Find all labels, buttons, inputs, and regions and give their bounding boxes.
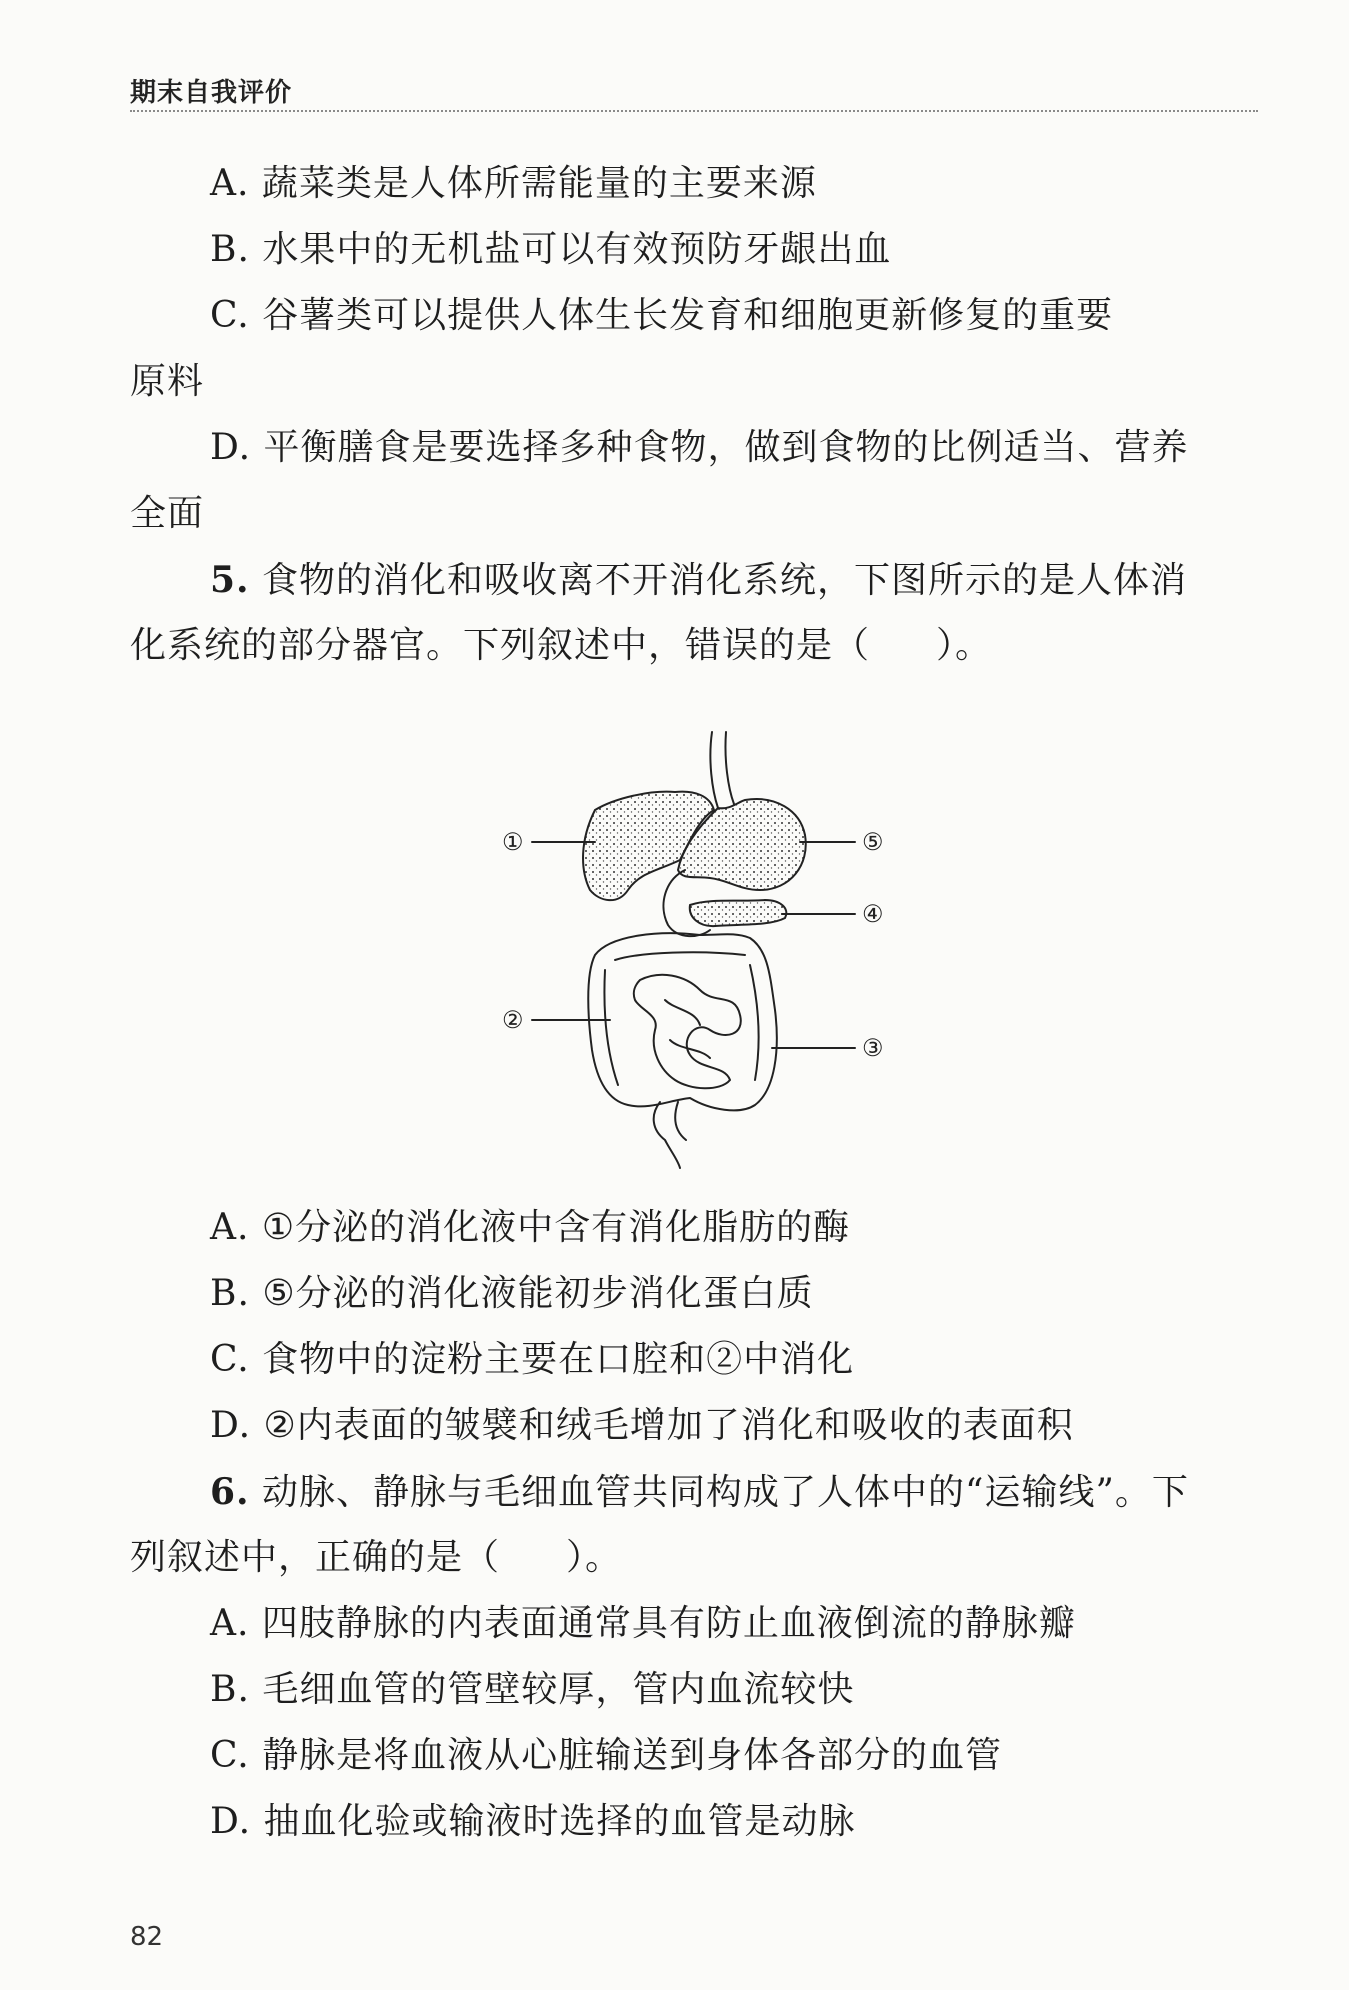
- q5-option-a: A. ①分泌的消化液中含有消化脂肪的酶: [210, 1207, 851, 1248]
- rectum-shape: [654, 1102, 686, 1168]
- page-number: 82: [130, 1922, 164, 1952]
- q4-option-d-line2: 全面: [130, 493, 205, 534]
- q5-stem-text: 食物的消化和吸收离不开消化系统，下图所示的是人体消: [262, 560, 1188, 601]
- q5-stem-line1: [210, 556, 1187, 605]
- q6-stem-line2: [130, 1534, 622, 1582]
- digestive-system-figure: [500, 730, 920, 1170]
- q5-number: 5.: [210, 559, 250, 601]
- q4-option-a: A. 蔬菜类是人体所需能量的主要来源: [210, 163, 817, 204]
- q6-stem-line2-end: ）。: [566, 1537, 623, 1578]
- q4-option-c-line1: C. 谷薯类可以提供人体生长发育和细胞更新修复的重要: [210, 295, 1114, 336]
- q6-option-b: B. 毛细血管的管壁较厚，管内血流较快: [210, 1669, 855, 1710]
- q5-option-d: D. ②内表面的皱襞和绒毛增加了消化和吸收的表面积: [210, 1405, 1074, 1446]
- page-header: [130, 70, 1258, 112]
- q6-number: 6.: [210, 1471, 250, 1513]
- q6-stem-text: 动脉、静脉与毛细血管共同构成了人体中的“运输线”。下: [262, 1472, 1189, 1513]
- header-title: 期末自我评价: [130, 78, 293, 108]
- figure-label-1: ①: [502, 828, 524, 856]
- q6-option-c: C. 静脉是将血液从心脏输送到身体各部分的血管: [210, 1735, 1003, 1776]
- esophagus-shape: [710, 732, 734, 808]
- q4-option-b: B. 水果中的无机盐可以有效预防牙龈出血: [210, 229, 892, 270]
- q6-stem-line2-text: 列叙述中，正确的是（: [130, 1537, 501, 1578]
- q4-option-d-line1: D. 平衡膳食是要选择多种食物，做到食物的比例适当、营养: [210, 427, 1189, 468]
- q6-option-a: A. 四肢静脉的内表面通常具有防止血液倒流的静脉瓣: [210, 1603, 1076, 1644]
- figure-label-2: ②: [502, 1006, 524, 1034]
- q6-option-d: D. 抽血化验或输液时选择的血管是动脉: [210, 1801, 856, 1842]
- q5-stem-line2: [130, 622, 992, 670]
- q5-option-b: B. ⑤分泌的消化液能初步消化蛋白质: [210, 1273, 814, 1314]
- small-intestine-fold: [665, 1000, 710, 1058]
- small-intestine-shape: [634, 975, 741, 1088]
- figure-label-5: ⑤: [862, 828, 884, 856]
- q4-option-c-line2: 原料: [130, 361, 205, 402]
- large-intestine-inner: [604, 952, 758, 1085]
- q5-stem-line2-text: 化系统的部分器官。下列叙述中，错误的是（: [130, 625, 871, 666]
- q5-option-c: C. 食物中的淀粉主要在口腔和②中消化: [210, 1339, 855, 1380]
- pancreas-shape: [690, 900, 787, 926]
- figure-label-4: ④: [862, 900, 884, 928]
- figure-label-3: ③: [862, 1034, 884, 1062]
- q6-stem-line1: [210, 1468, 1189, 1517]
- q5-stem-line2-end: ）。: [936, 625, 993, 666]
